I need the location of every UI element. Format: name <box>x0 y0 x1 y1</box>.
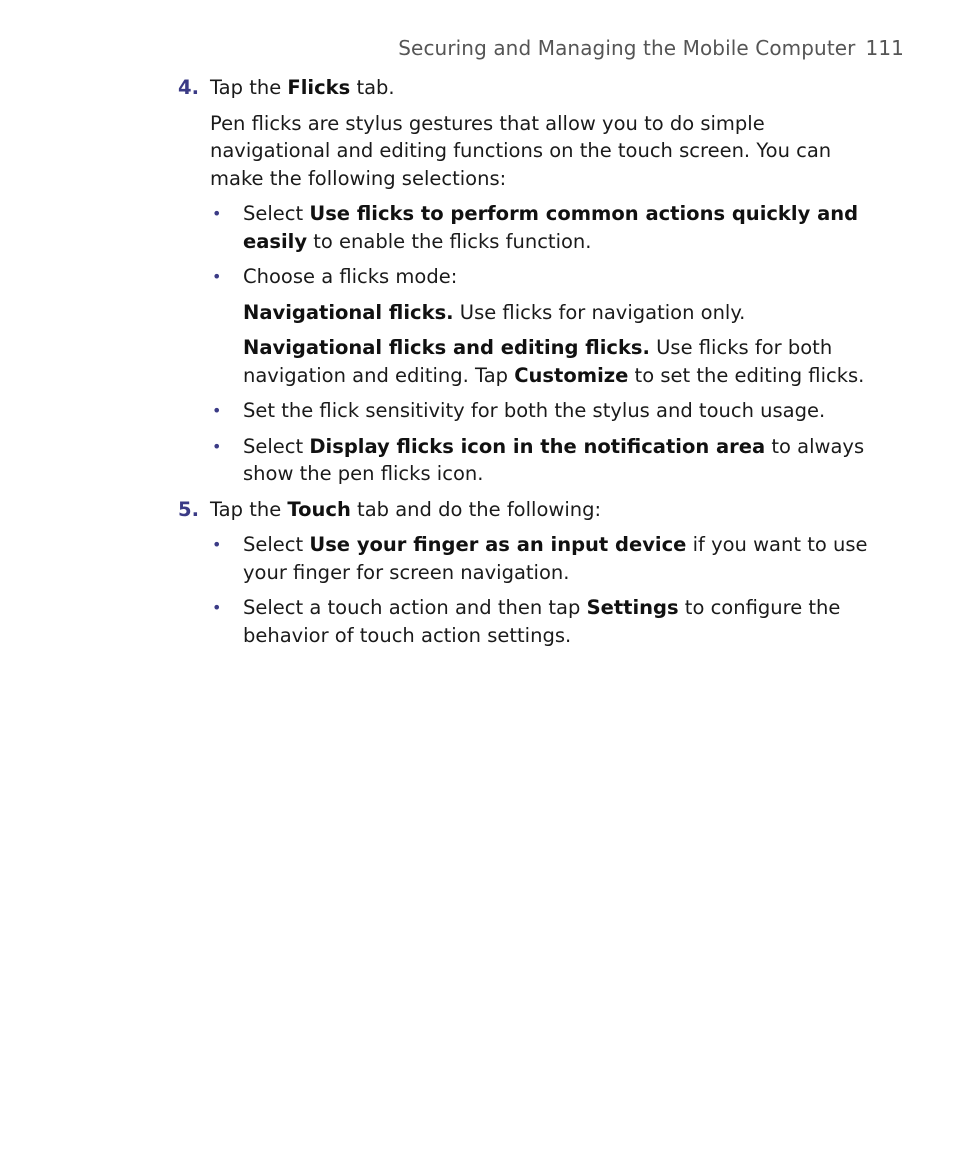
bullet-bold: Use your finger as an input device <box>309 533 687 556</box>
option-text: Use flicks for navigation only. <box>453 300 746 324</box>
intro-text: Tap the <box>210 497 288 521</box>
bullet-text: Select <box>243 434 310 458</box>
bullet-bold: Use flicks to perform common actions quickly and easily <box>243 202 859 253</box>
bullet-text-end: if you want to use your finger for screen navigation. <box>243 533 868 584</box>
step-5 <box>0 496 954 650</box>
bullet-list <box>210 200 874 488</box>
step-number: 4. <box>178 76 199 99</box>
list-item <box>210 594 874 649</box>
step-intro <box>210 74 874 102</box>
step-4 <box>0 74 954 488</box>
list-item <box>210 433 874 488</box>
bullet-icon: • <box>212 401 222 420</box>
list-item <box>210 397 874 425</box>
option-bold: Navigational flicks and editing flicks. <box>243 336 650 359</box>
bullet-list <box>210 531 874 649</box>
step-paragraph: Pen flicks are stylus gestures that allow you to do simple navigational and editing functions on the touch screen. You can make the following selections: <box>210 111 832 190</box>
intro-bold: Touch <box>287 497 351 521</box>
bullet-text-end: to always show the pen flicks icon. <box>243 434 865 485</box>
bullet-text-end: to enable the flicks function. <box>307 229 592 253</box>
option-bold: Navigational flicks. <box>243 300 454 324</box>
page-header <box>398 36 904 60</box>
option-text: Use flicks for both navigation and editing. Tap <box>243 336 833 387</box>
option-text-end: to set the editing flicks. <box>628 363 865 387</box>
step-intro <box>210 496 874 524</box>
bullet-icon: • <box>212 267 222 286</box>
option-bold-customize: Customize <box>514 363 629 387</box>
page-content <box>0 74 954 657</box>
bullet-text: Select a touch action and then tap <box>243 596 587 619</box>
bullet-icon: • <box>212 535 222 554</box>
bullet-text-end: to configure the behavior of touch action settings. <box>243 596 841 647</box>
bullet-icon: • <box>212 436 222 456</box>
bullet-bold: Display flicks icon in the notification area <box>309 434 766 458</box>
bullet-text: Choose a flicks mode: <box>243 265 458 288</box>
intro-text-end: tab and do the following: <box>350 497 602 521</box>
intro-text-end: tab. <box>350 76 395 99</box>
step-number: 5. <box>178 497 199 521</box>
list-item <box>210 531 874 586</box>
flicks-mode-option <box>243 299 874 327</box>
intro-text: Tap the <box>210 76 288 99</box>
bullet-text: Set the flick sensitivity for both the stylus and touch usage. <box>243 399 826 422</box>
bullet-icon: • <box>212 204 222 223</box>
page-number: 111 <box>865 36 904 60</box>
bullet-text: Select <box>243 533 310 556</box>
bullet-icon: • <box>212 598 222 617</box>
bullet-text: Select <box>243 202 310 225</box>
bullet-bold: Settings <box>586 596 679 619</box>
list-item <box>210 263 874 389</box>
header-title: Securing and Managing the Mobile Computer <box>398 36 856 60</box>
intro-bold: Flicks <box>287 76 351 99</box>
list-item <box>210 200 874 255</box>
flicks-mode-option <box>243 334 874 389</box>
